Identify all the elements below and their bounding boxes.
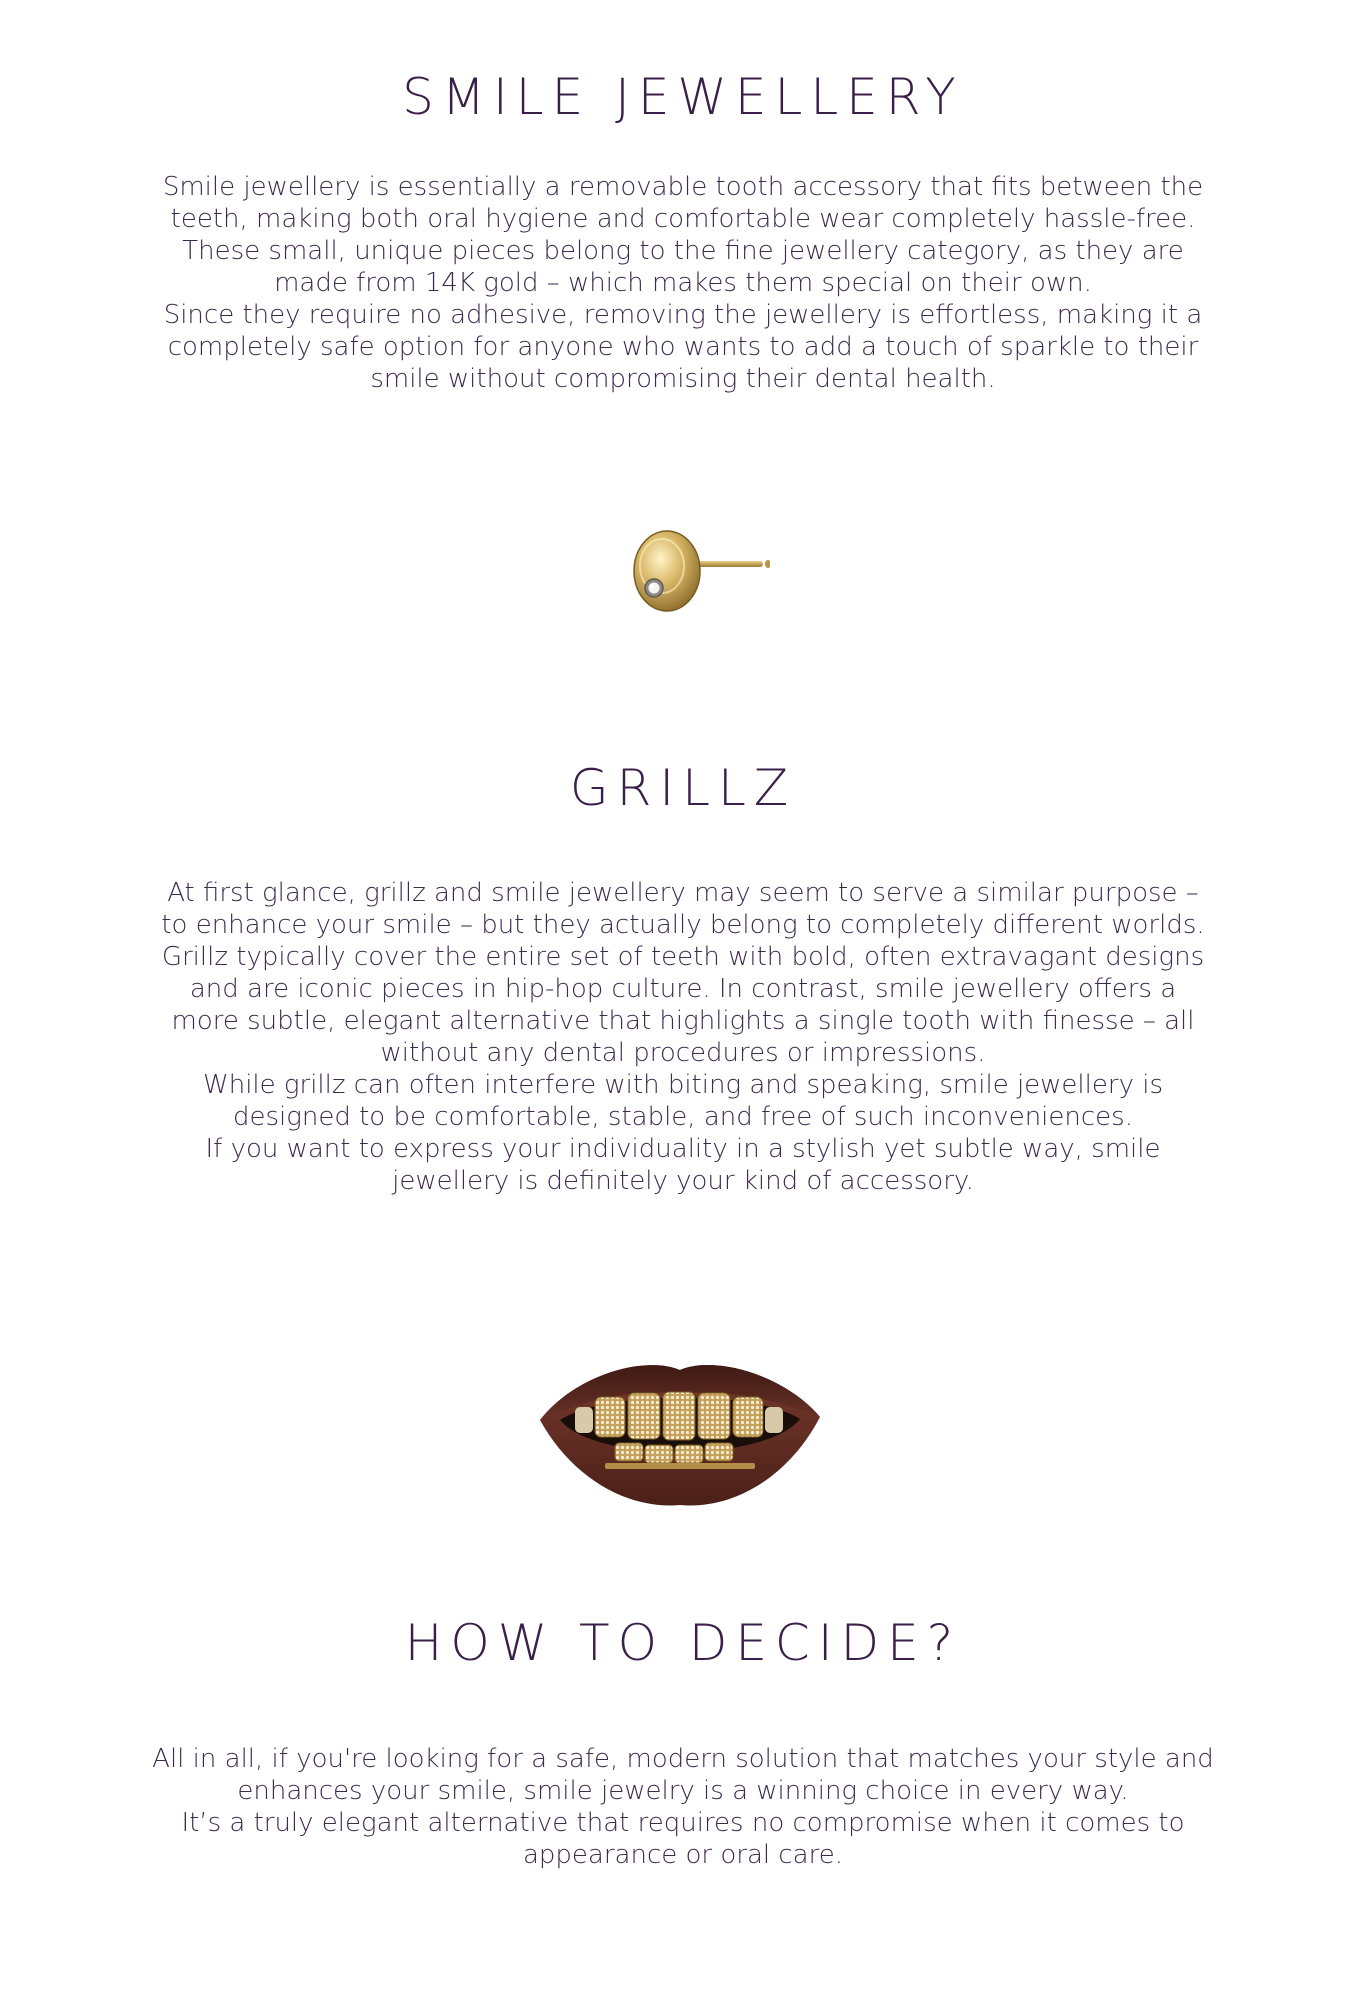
text-line: to enhance your smile – but they actually belong to completely different worlds.	[161, 910, 1205, 940]
text-line: All in all, if you're looking for a safe, modern solution that matches your style and	[152, 1744, 1214, 1774]
text-line: Grillz typically cover the entire set of teeth with bold, often extravagant designs	[161, 942, 1205, 972]
smile-jewellery-heading: SMILE JEWELLERY	[402, 68, 964, 126]
text-line: designed to be comfortable, stable, and free of such inconveniences.	[233, 1102, 1133, 1132]
text-line: more subtle, elegant alternative that highlights a single tooth with finesse – all	[171, 1006, 1195, 1036]
grillz-text	[100, 877, 1266, 1197]
upper-grill-teeth	[575, 1392, 783, 1440]
text-line: completely safe option for anyone who wants to add a touch of sparkle to their	[167, 332, 1199, 362]
text-line: If you want to express your individuality in a stylish yet subtle way, smile	[205, 1134, 1161, 1164]
how-to-decide-heading: HOW TO DECIDE?	[404, 1614, 962, 1672]
grillz-mouth-icon	[535, 1345, 825, 1510]
text-line: Since they require no adhesive, removing the jewellery is effortless, making it a	[163, 300, 1203, 330]
text-line: It’s a truly elegant alternative that requires no compromise when it comes to	[181, 1808, 1185, 1838]
text-line: smile without compromising their dental health.	[370, 364, 996, 394]
text-line: While grillz can often interfere with biting and speaking, smile jewellery is	[203, 1070, 1163, 1100]
grillz-heading: GRILLZ	[569, 759, 797, 817]
text-line: teeth, making both oral hygiene and comfortable wear completely hassle-free.	[170, 204, 1196, 234]
text-line: At first glance, grillz and smile jewellery may seem to serve a similar purpose –	[167, 878, 1199, 908]
text-line: made from 14K gold – which makes them special on their own.	[274, 268, 1092, 298]
gold-tooth-gem-icon	[620, 520, 770, 620]
how-to-decide-text	[100, 1743, 1266, 1871]
text-line: jewellery is definitely your kind of accessory.	[392, 1166, 974, 1196]
text-line: enhances your smile, smile jewelry is a winning choice in every way.	[237, 1776, 1129, 1806]
text-line: appearance or oral care.	[522, 1840, 843, 1870]
smile-jewellery-text	[100, 171, 1266, 395]
text-line: and are iconic pieces in hip-hop culture. In contrast, smile jewellery offers a	[189, 974, 1177, 1004]
text-line: without any dental procedures or impressions.	[380, 1038, 986, 1068]
text-line: These small, unique pieces belong to the fine jewellery category, as they are	[182, 236, 1184, 266]
text-line: Smile jewellery is essentially a removable tooth accessory that fits between the	[162, 172, 1204, 202]
lower-grill-teeth	[605, 1443, 755, 1469]
